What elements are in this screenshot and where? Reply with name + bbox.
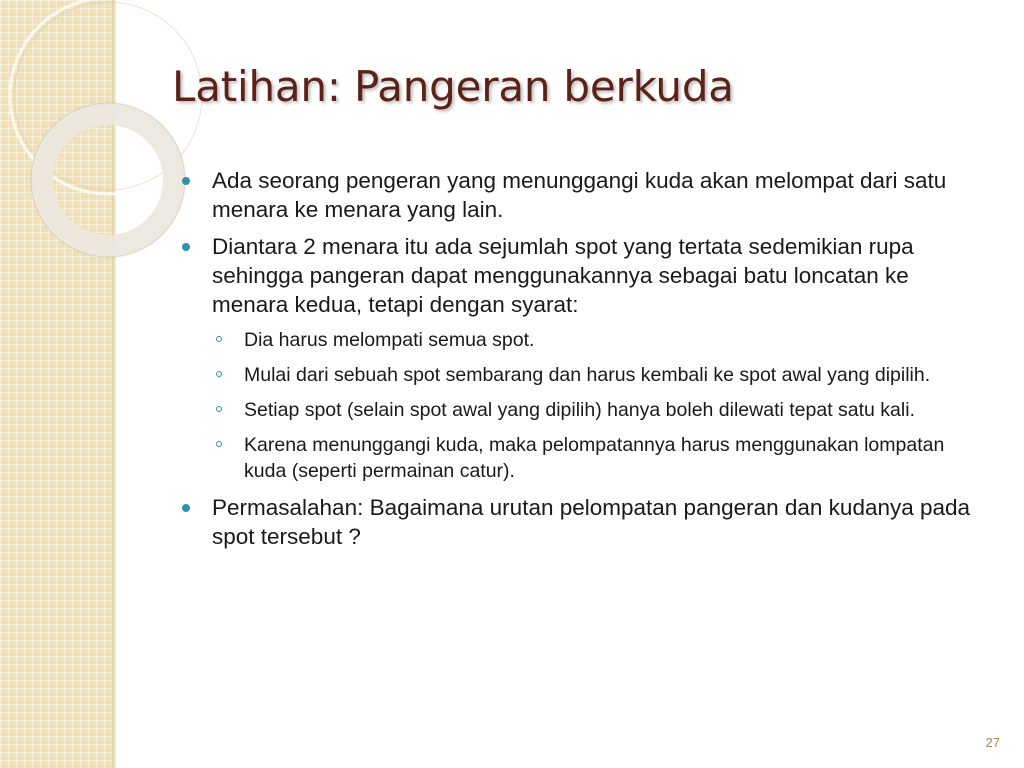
- bullet-item: [182, 232, 982, 319]
- slide-title: Latihan: Pangeran berkuda: [172, 62, 734, 111]
- sub-bullet-list: [182, 327, 982, 484]
- sub-bullet-item: [182, 432, 982, 484]
- hollow-bullet-icon: [216, 441, 222, 447]
- bullet-text: Ada seorang pengeran yang menunggangi kuda akan melompat dari satu menara ke menara yang lain.: [212, 168, 947, 222]
- bullet-item: [182, 166, 982, 224]
- sub-bullet-text: Dia harus melompati semua spot.: [244, 329, 535, 351]
- sub-bullet-item: [182, 327, 982, 353]
- bullet-text: Diantara 2 menara itu ada sejumlah spot yang tertata sedemikian rupa sehingga pangeran dapat menggunakannya sebagai batu loncatan ke menara kedua, tetapi dengan syarat:: [212, 234, 914, 317]
- bullet-dot-icon: [182, 243, 190, 251]
- sub-bullet-text: Karena menunggangi kuda, maka pelompatannya harus menggunakan lompatan kuda (seperti permainan catur).: [244, 434, 945, 482]
- sub-bullet-text: Setiap spot (selain spot awal yang dipilih) hanya boleh dilewati tepat satu kali.: [244, 399, 915, 421]
- hollow-bullet-icon: [216, 371, 222, 377]
- bullet-list: [182, 166, 982, 559]
- hollow-bullet-icon: [216, 336, 222, 342]
- page-number: 27: [985, 735, 1000, 750]
- hollow-bullet-icon: [216, 406, 222, 412]
- bullet-text: Permasalahan: Bagaimana urutan pelompatan pangeran dan kudanya pada spot tersebut ?: [212, 495, 971, 549]
- bullet-dot-icon: [182, 504, 190, 512]
- sub-bullet-text: Mulai dari sebuah spot sembarang dan harus kembali ke spot awal yang dipilih.: [244, 364, 931, 386]
- sub-bullet-item: [182, 362, 982, 388]
- bullet-item: [182, 493, 982, 551]
- sub-bullet-item: [182, 397, 982, 423]
- bullet-dot-icon: [182, 177, 190, 185]
